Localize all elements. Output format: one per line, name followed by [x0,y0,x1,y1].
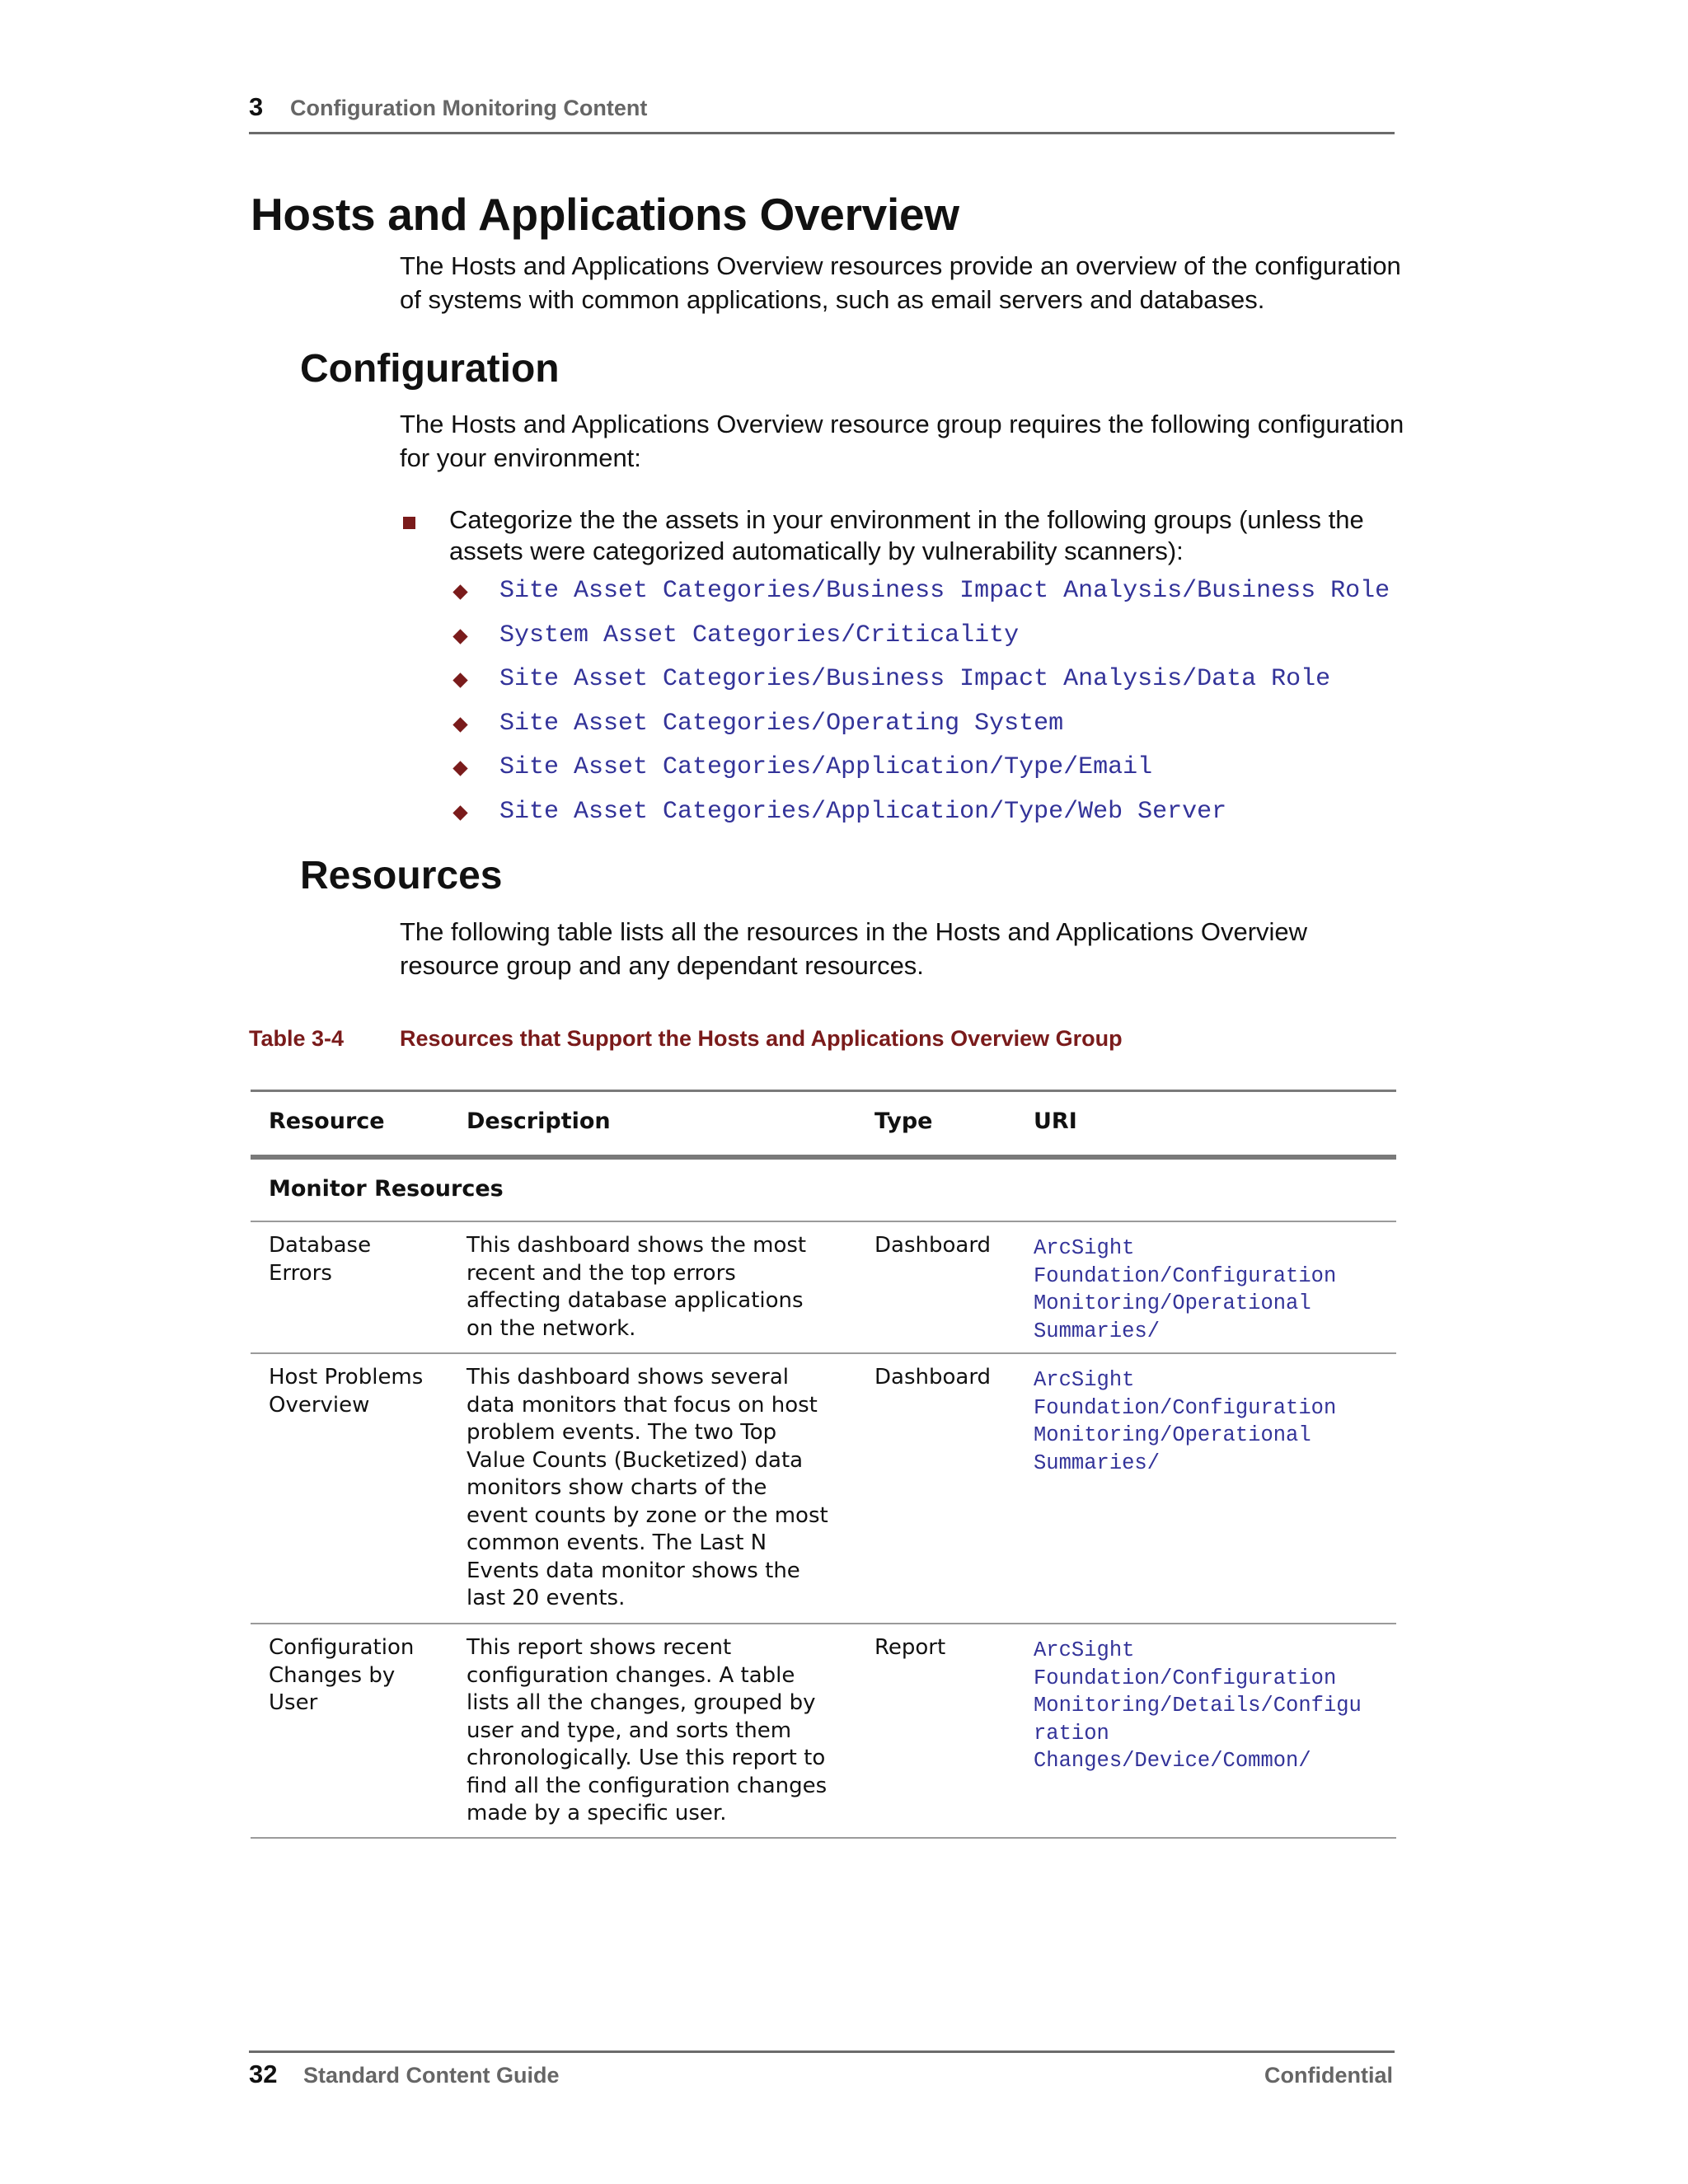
group-label: Monitor Resources [269,1176,504,1202]
diamond-bullet-icon [452,673,467,687]
table-caption-number: Table 3-4 [249,1026,345,1051]
resource-cell: Configuration Changes by User [269,1635,415,1715]
asset-category-path: System Asset Categories/Criticality [499,621,1020,649]
description-cell: This dashboard shows several data monitors that focus on host problem events. The two Top Value Counts (Bucketized) data monitors show charts of the event counts by zone or the most common events. The Last N Events data monitor shows the last 20 events. [467,1365,828,1610]
resource-cell: Database Errors [269,1233,372,1286]
guide-title: Standard Content Guide [303,2063,560,2088]
chapter-number: 3 [249,92,264,121]
type-cell: Report [874,1635,946,1660]
table-row [251,1624,1396,1839]
asset-category-path: Site Asset Categories/Operating System [499,709,1064,738]
column-header-uri: URI [1034,1108,1077,1134]
bullet-text: Categorize the the assets in your environment in the following groups (unless the assets were categorized automatically by vulnerability scanners): [449,505,1364,565]
intro-paragraph: The Hosts and Applications Overview resources provide an overview of the configuration of systems with common applications, such as email servers and databases. [400,251,1401,314]
column-header-description: Description [467,1108,611,1134]
table-row [251,1354,1396,1624]
diamond-bullet-icon [452,717,467,732]
resources-table [251,1090,1396,1839]
type-cell: Dashboard [874,1233,992,1258]
asset-category-path: Site Asset Categories/Application/Type/Web Server [499,797,1227,826]
table-row [251,1222,1396,1354]
uri-cell: ArcSight Foundation/Configuration Monitoring/Operational Summaries/ [1034,1368,1337,1475]
type-cell: Dashboard [874,1365,992,1390]
page-title: Hosts and Applications Overview [251,189,959,240]
uri-cell: ArcSight Foundation/Configuration Monitoring/Details/Configu ration Changes/Device/Common/ [1034,1638,1362,1773]
column-header-resource: Resource [269,1108,385,1134]
description-cell: This report shows recent configuration changes. A table lists all the changes, grouped by user and type, and sorts them chronologically. Use this report to find all the configuration changes made by a specific user. [467,1635,828,1825]
chapter-title: Configuration Monitoring Content [290,96,648,120]
diamond-bullet-icon [452,584,467,599]
configuration-heading: Configuration [300,347,560,391]
configuration-paragraph: The Hosts and Applications Overview resource group requires the following configuration for your environment: [400,410,1404,472]
description-cell: This dashboard shows the most recent and the top errors affecting database applications on the network. [467,1233,807,1341]
diamond-bullet-icon [452,761,467,776]
square-bullet-icon [403,517,415,529]
resources-heading: Resources [300,854,503,898]
table-caption-title: Resources that Support the Hosts and Applications Overview Group [400,1026,1123,1051]
asset-category-path: Site Asset Categories/Application/Type/Email [499,753,1153,781]
table-header-row [251,1090,1396,1160]
running-header [249,89,1395,134]
diamond-bullet-icon [452,629,467,644]
resource-cell: Host Problems Overview [269,1365,424,1418]
confidential-label: Confidential [1264,2063,1393,2088]
asset-category-path: Site Asset Categories/Business Impact Analysis/Data Role [499,665,1331,693]
uri-cell: ArcSight Foundation/Configuration Monitoring/Operational Summaries/ [1034,1236,1337,1343]
page-number: 32 [249,2060,278,2088]
table-group-row [251,1160,1396,1222]
asset-category-path: Site Asset Categories/Business Impact Analysis/Business Role [499,577,1390,605]
column-header-type: Type [874,1108,933,1134]
running-footer [249,2050,1395,2096]
diamond-bullet-icon [452,805,467,820]
resources-paragraph: The following table lists all the resources in the Hosts and Applications Overview resource group and any dependant resources. [400,917,1308,980]
